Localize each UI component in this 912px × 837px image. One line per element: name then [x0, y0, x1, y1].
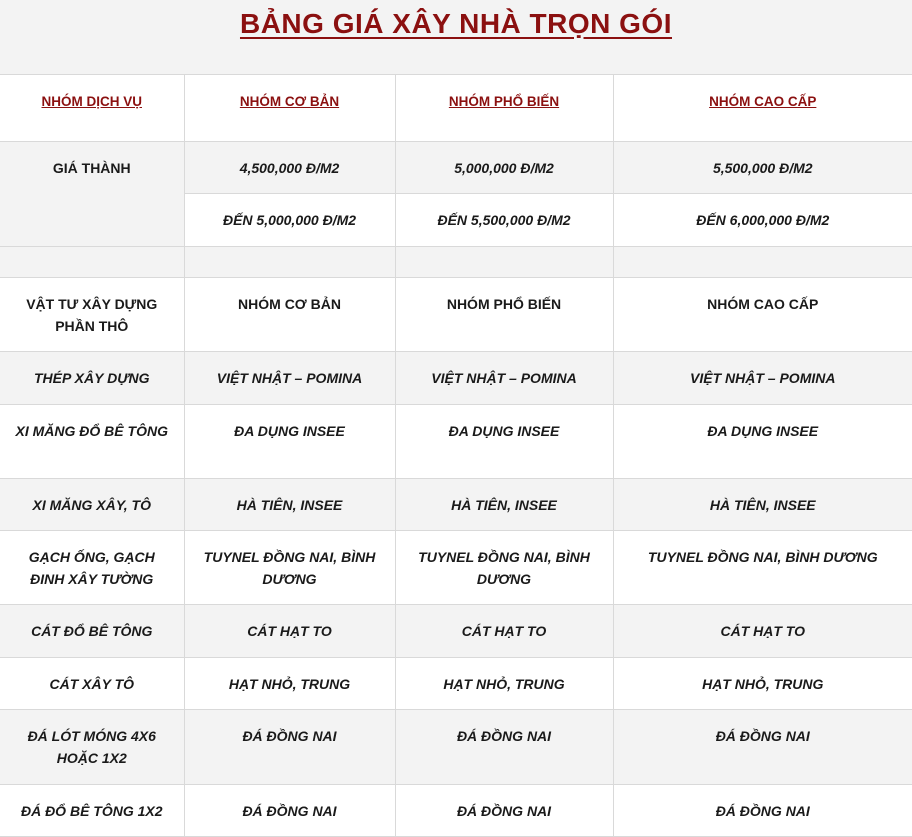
row-cell: ĐÁ ĐỒNG NAI [613, 785, 912, 837]
row-cell: ĐÁ ĐỒNG NAI [184, 710, 395, 785]
table-header-row [0, 75, 912, 142]
price-to-basic: ĐẾN 5,000,000 Đ/M2 [184, 194, 395, 247]
row-label: THÉP XÂY DỰNG [0, 352, 184, 405]
header-popular-group: NHÓM PHỔ BIẾN [395, 75, 613, 142]
row-cell: VIỆT NHẬT – POMINA [184, 352, 395, 405]
empty-row [0, 247, 912, 278]
row-cell: ĐA DỤNG INSEE [613, 405, 912, 479]
materials-basic: NHÓM CƠ BẢN [184, 278, 395, 352]
row-label: XI MĂNG XÂY, TÔ [0, 479, 184, 531]
table-row [0, 352, 912, 405]
row-cell: ĐÁ ĐỒNG NAI [395, 785, 613, 837]
row-cell: CÁT HẠT TO [184, 605, 395, 658]
table-row [0, 531, 912, 605]
row-cell: HẠT NHỎ, TRUNG [613, 658, 912, 710]
table-row [0, 710, 912, 785]
row-label: XI MĂNG ĐỔ BÊ TÔNG [0, 405, 184, 479]
header-service-group: NHÓM DỊCH VỤ [0, 75, 184, 142]
row-cell: ĐA DỤNG INSEE [395, 405, 613, 479]
row-cell: TUYNEL ĐỒNG NAI, BÌNH DƯƠNG [184, 531, 395, 605]
header-basic-group: NHÓM CƠ BẢN [184, 75, 395, 142]
row-cell: HẠT NHỎ, TRUNG [395, 658, 613, 710]
row-cell: ĐA DỤNG INSEE [184, 405, 395, 479]
row-label: GẠCH ỐNG, GẠCH ĐINH XÂY TƯỜNG [0, 531, 184, 605]
price-label: GIÁ THÀNH [0, 142, 184, 247]
table-row [0, 405, 912, 479]
row-cell: CÁT HẠT TO [395, 605, 613, 658]
row-cell: HÀ TIÊN, INSEE [395, 479, 613, 531]
table-row [0, 605, 912, 658]
materials-premium: NHÓM CAO CẤP [613, 278, 912, 352]
materials-label: VẬT TƯ XÂY DỰNG PHẦN THÔ [0, 278, 184, 352]
row-cell: HẠT NHỎ, TRUNG [184, 658, 395, 710]
row-cell: ĐÁ ĐỒNG NAI [395, 710, 613, 785]
row-cell: VIỆT NHẬT – POMINA [613, 352, 912, 405]
row-cell: TUYNEL ĐỒNG NAI, BÌNH DƯƠNG [613, 531, 912, 605]
table-row [0, 479, 912, 531]
row-cell: HÀ TIÊN, INSEE [184, 479, 395, 531]
row-cell: ĐÁ ĐỒNG NAI [613, 710, 912, 785]
materials-header-row [0, 278, 912, 352]
price-from-premium: 5,500,000 Đ/M2 [613, 142, 912, 194]
price-to-popular: ĐẾN 5,500,000 Đ/M2 [395, 194, 613, 247]
header-premium-group: NHÓM CAO CẤP [613, 75, 912, 142]
row-label: CÁT XÂY TÔ [0, 658, 184, 710]
price-to-premium: ĐẾN 6,000,000 Đ/M2 [613, 194, 912, 247]
materials-popular: NHÓM PHỔ BIẾN [395, 278, 613, 352]
row-cell: ĐÁ ĐỒNG NAI [184, 785, 395, 837]
row-label: ĐÁ LÓT MÓNG 4X6 HOẶC 1X2 [0, 710, 184, 785]
table-row [0, 142, 912, 194]
title-area [0, 0, 912, 74]
row-cell: HÀ TIÊN, INSEE [613, 479, 912, 531]
table-row [0, 658, 912, 710]
row-cell: CÁT HẠT TO [613, 605, 912, 658]
table-row [0, 785, 912, 837]
row-cell: VIỆT NHẬT – POMINA [395, 352, 613, 405]
page-title: BẢNG GIÁ XÂY NHÀ TRỌN GÓI [239, 8, 672, 39]
price-from-basic: 4,500,000 Đ/M2 [184, 142, 395, 194]
row-label: CÁT ĐỔ BÊ TÔNG [0, 605, 184, 658]
price-table [0, 74, 912, 837]
price-from-popular: 5,000,000 Đ/M2 [395, 142, 613, 194]
row-cell: TUYNEL ĐỒNG NAI, BÌNH DƯƠNG [395, 531, 613, 605]
row-label: ĐÁ ĐỔ BÊ TÔNG 1X2 [0, 785, 184, 837]
